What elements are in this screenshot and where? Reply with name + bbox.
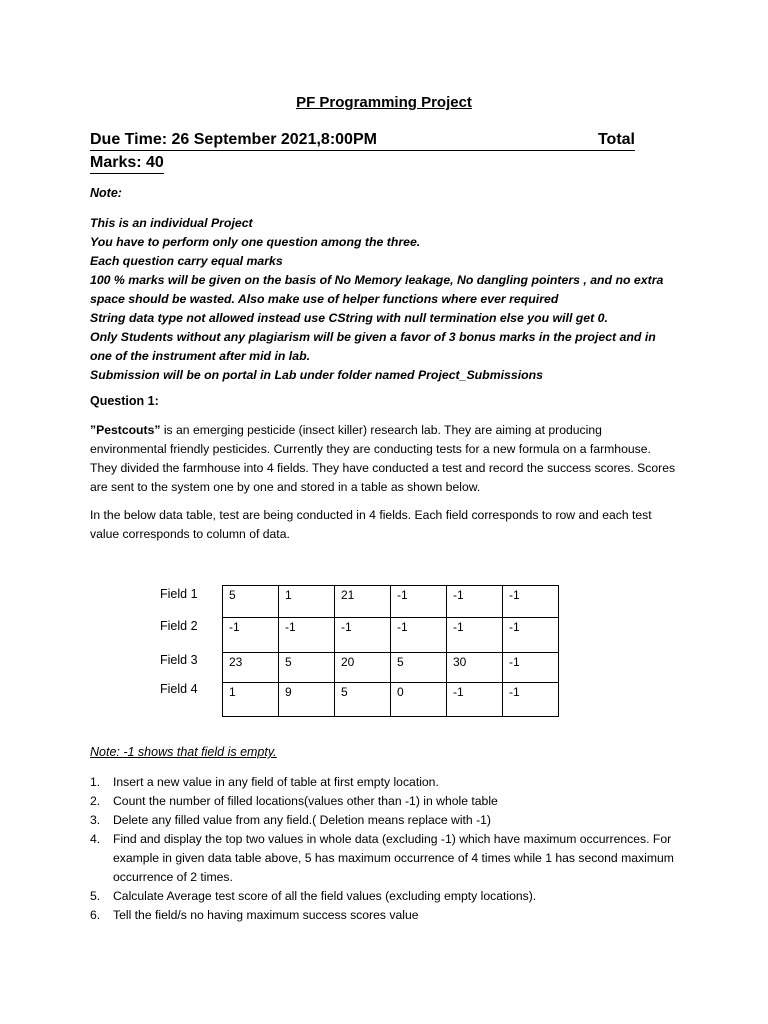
- table-cell: -1: [503, 586, 559, 618]
- note-item: You have to perform only one question among the three.: [90, 235, 421, 249]
- table-cell: -1: [447, 683, 503, 717]
- total-label: Total: [597, 131, 635, 148]
- table-cell: 21: [335, 586, 391, 618]
- data-table: [222, 585, 559, 717]
- field-label: Field 3: [160, 653, 198, 667]
- table-row: [223, 683, 559, 717]
- table-cell: 5: [279, 653, 335, 683]
- field-label: Field 2: [160, 619, 198, 633]
- document-title: PF Programming Project: [296, 94, 472, 111]
- table-cell: 0: [391, 683, 447, 717]
- table-cell: 30: [447, 653, 503, 683]
- list-item: 5. Calculate Average test score of all the field values (excluding empty locations).: [90, 889, 537, 903]
- table-cell: 1: [223, 683, 279, 717]
- note-item: String data type not allowed instead use CString with null termination else you will get 0.: [90, 311, 608, 325]
- table-cell: -1: [391, 586, 447, 618]
- table-intro: In the below data table, test are being conducted in 4 fields. Each field corresponds to row and each test value corresponds to column of data.: [90, 508, 652, 541]
- task-list: [90, 773, 680, 925]
- table-cell: -1: [447, 586, 503, 618]
- notes-list: [90, 214, 675, 385]
- table-cell: 20: [335, 653, 391, 683]
- note-item: This is an individual Project: [90, 216, 253, 230]
- note-item: 100 % marks will be given on the basis of No Memory leakage, No dangling pointers , and no extra space should be wasted. Also make use of helper functions where ever required: [90, 273, 664, 306]
- table-cell: 1: [279, 586, 335, 618]
- table-cell: -1: [503, 618, 559, 653]
- table-cell: -1: [503, 683, 559, 717]
- list-item: 6. Tell the field/s no having maximum success scores value: [90, 908, 419, 922]
- table-cell: -1: [503, 653, 559, 683]
- table-row: [223, 653, 559, 683]
- field-label: Field 4: [160, 682, 198, 696]
- table-cell: -1: [223, 618, 279, 653]
- table-cell: 5: [335, 683, 391, 717]
- note-item: Each question carry equal marks: [90, 254, 283, 268]
- table-cell: 23: [223, 653, 279, 683]
- table-row: [223, 586, 559, 618]
- list-item: 1. Insert a new value in any field of table at first empty location.: [90, 775, 439, 789]
- list-item: 4. Find and display the top two values in whole data (excluding -1) which have maximum occurrences. For example in given data table above, 5 has maximum occurrence of 4 times while 1 has second maximum occurrence of 2 times.: [90, 832, 674, 884]
- table-cell: 9: [279, 683, 335, 717]
- list-item: 3. Delete any filled value from any field.( Deletion means replace with -1): [90, 813, 491, 827]
- due-block: [90, 128, 635, 175]
- table-cell: 5: [223, 586, 279, 618]
- note-item: Submission will be on portal in Lab under folder named Project_Submissions: [90, 368, 544, 382]
- empty-field-note: Note: -1 shows that field is empty.: [90, 745, 277, 759]
- intro-lead: ”Pestcouts”: [90, 423, 161, 437]
- table-cell: -1: [279, 618, 335, 653]
- table-cell: -1: [447, 618, 503, 653]
- note-item: Only Students without any plagiarism will be given a favor of 3 bonus marks in the project and in one of the instrument after mid in lab.: [90, 330, 656, 363]
- marks: Marks: 40: [90, 151, 164, 174]
- question-heading: Question 1:: [90, 394, 159, 408]
- intro-rest: is an emerging pesticide (insect killer) research lab. They are aiming at producing environmental friendly pesticides. Currently they are conducting tests for a new formula on a farmhouse. They divided the farmhouse into 4 fields. They have conducted a test and record the success scores. Scores are sent to the system one by one and stored in a table as shown below.: [90, 423, 676, 494]
- intro-paragraph: [90, 421, 680, 497]
- table-row: [223, 618, 559, 653]
- due-time: Due Time: 26 September 2021,8:00PM: [90, 131, 377, 148]
- list-item: 2. Count the number of filled locations(values other than -1) in whole table: [90, 794, 498, 808]
- field-label: Field 1: [160, 587, 198, 601]
- table-cell: -1: [335, 618, 391, 653]
- note-heading: Note:: [90, 186, 122, 200]
- table-cell: -1: [391, 618, 447, 653]
- table-cell: 5: [391, 653, 447, 683]
